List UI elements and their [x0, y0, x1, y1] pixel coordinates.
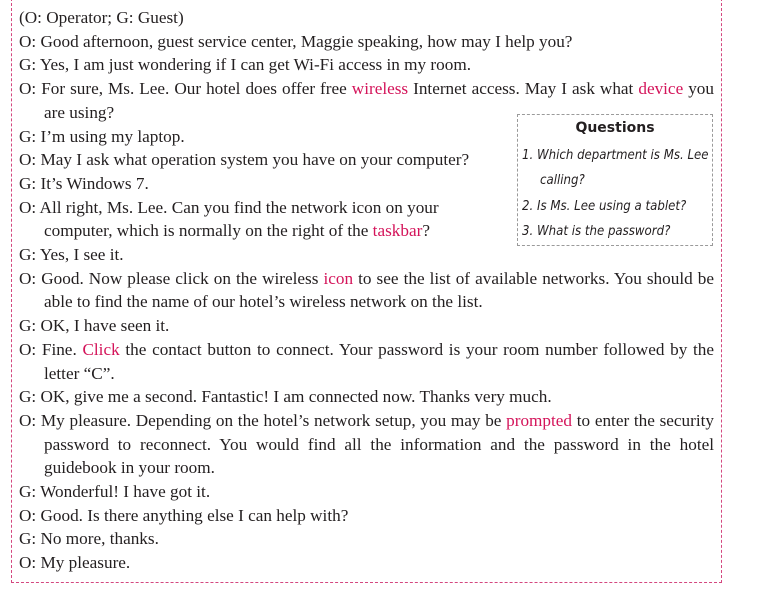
dialogue-line: O: My pleasure. — [19, 553, 131, 573]
question-item: 3. What is the password? — [522, 224, 671, 239]
dialogue-line: O: My pleasure. Depending on the hotel’s network setup, you may be prompted to enter the security password to reconnect. You would find all the information and the password in the hotel guidebook in your room. — [19, 410, 715, 478]
dialogue-line: G: OK, give me a second. Fantastic! I am connected now. Thanks very much. — [19, 387, 552, 407]
dialogue-line: G: Wonderful! I have got it. — [19, 482, 211, 502]
dialogue-line: O: May I ask what operation system you have on your computer? — [19, 150, 470, 170]
dialogue-line: G: No more, thanks. — [19, 529, 159, 549]
questions-box — [517, 114, 713, 246]
question-item: 2. Is Ms. Lee using a tablet? — [522, 199, 687, 214]
dialogue-header: (O: Operator; G: Guest) — [19, 8, 184, 27]
vocab-word: Click — [82, 339, 120, 359]
questions-title: Questions — [575, 120, 655, 136]
question-item: calling? — [540, 173, 585, 188]
vocab-word: taskbar — [372, 221, 423, 241]
vocab-word: prompted — [506, 410, 573, 430]
dialogue-line: O: For sure, Ms. Lee. Our hotel does offer free wireless Internet access. May I ask what device you are using? — [19, 79, 714, 122]
dialogue-line: G: Yes, I see it. — [19, 245, 124, 265]
vocab-word: icon — [323, 268, 354, 288]
dialogue-line: O: Good. Now please click on the wireless icon to see the list of available networks. You should be able to find the name of our hotel’s wireless network on the list. — [19, 268, 714, 312]
vocab-word: device — [638, 79, 684, 99]
dialogue-line: G: I’m using my laptop. — [19, 126, 185, 146]
vocab-word: wireless — [351, 79, 409, 99]
dialogue-line: G: It’s Windows 7. — [19, 173, 149, 193]
dialogue-line: O: Good. Is there anything else I can help with? — [19, 505, 349, 525]
question-item: 1. Which department is Ms. Lee — [522, 148, 709, 163]
dialogue-line: O: Good afternoon, guest service center, Maggie speaking, how may I help you? — [19, 31, 573, 51]
dialogue-line: G: Yes, I am just wondering if I can get Wi-Fi access in my room. — [19, 55, 472, 75]
dialogue-line: G: OK, I have seen it. — [19, 316, 170, 336]
dialogue-line: O: All right, Ms. Lee. Can you find the network icon on your — [19, 197, 439, 217]
dialogue-line: computer, which is normally on the right of the taskbar? — [44, 221, 430, 241]
dialogue-text — [19, 6, 714, 575]
dialogue-line: O: Fine. Click the contact button to connect. Your password is your room number followed by the letter “C”. — [19, 339, 714, 383]
